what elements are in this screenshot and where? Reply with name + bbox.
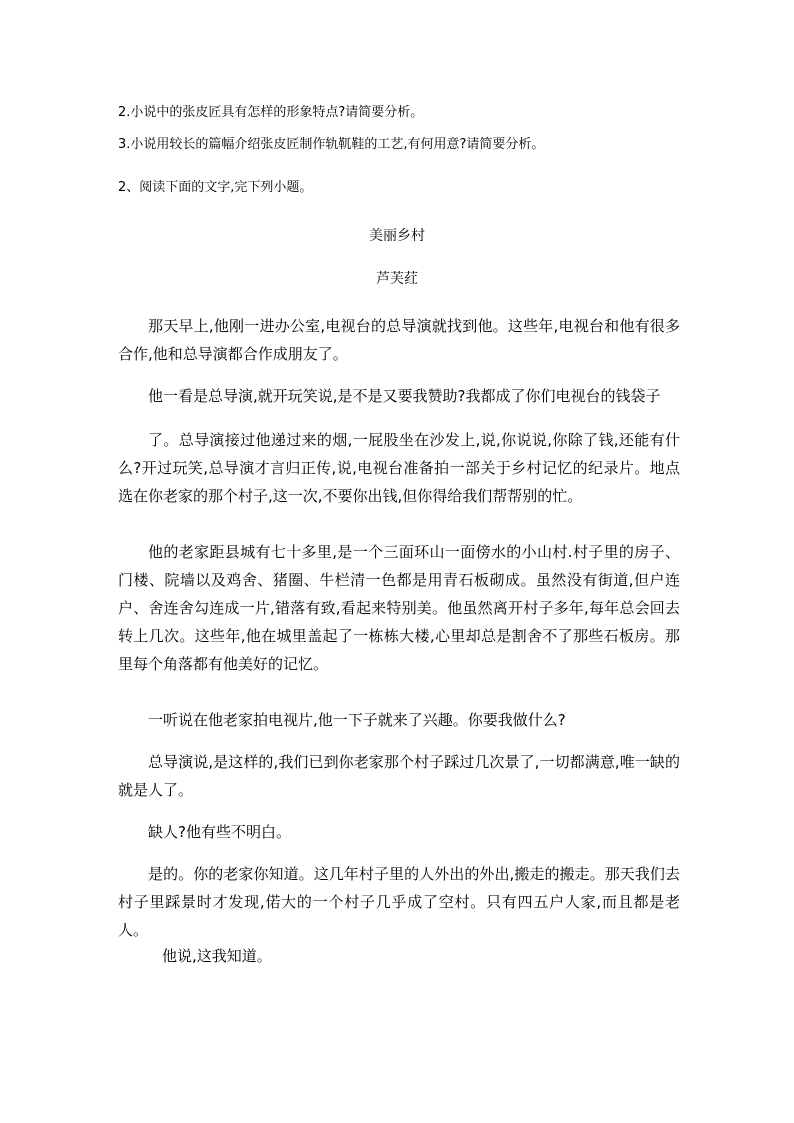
section-heading: 2、阅读下面的文字,完下列小题。 xyxy=(118,180,313,195)
question-3: 3.小说用较长的篇幅介绍张皮匠制作轨靰鞋的工艺,有何用意?请简要分析。 xyxy=(118,137,545,152)
paragraph-7: 缺人?他有些不明白。 xyxy=(148,823,291,841)
paragraph-8: 是的。你的老家你知道。这几年村子里的人外出的外出,搬走的搬走。那天我们去村子里踩景时才发现,偌大的一个村子几乎成了空村。只有四五户人家,而且都是老人。 xyxy=(118,865,680,939)
paragraph-4: 他的老家距县城有七十多里,是一个三面环山一面傍水的小山村.村子里的房子、门楼、院墙以及鸡舍、猪圈、牛栏清一色都是用青石板砌成。虽然没有街道,但户连户、舍连舍勾连成一片,错落有致,看起来特别美。他虽然离开村子多年,每年总会回去转上几次。这些年,他在城里盖起了一栋栋大楼,心里却总是割舍不了那些石板房。那里每个角落都有他美好的记忆。 xyxy=(118,543,680,673)
paragraph-1: 那天早上,他刚一进办公室,电视台的总导演就找到他。这些年,电视台和他有很多合作,他和总导演都合作成朋友了。 xyxy=(118,317,680,363)
paragraph-5: 一听说在他老家拍电视片,他一下子就来了兴趣。你要我做什么? xyxy=(148,711,566,729)
paragraph-6: 总导演说,是这样的,我们已到你老家那个村子踩过几次景了,一切都满意,唯一缺的就是人了。 xyxy=(118,753,680,799)
paragraph-2: 他一看是总导演,就开玩笑说,是不是又要我赞助?我都成了你们电视台的钱袋子 xyxy=(148,387,661,405)
story-author: 芦芙荭 xyxy=(376,271,418,287)
paragraph-9: 他说,这我知道。 xyxy=(162,947,272,965)
paragraph-3: 了。总导演接过他递过来的烟,一屁股坐在沙发上,说,你说说,你除了钱,还能有什么?开过玩笑,总导演才言归正传,说,电视台准备拍一部关于乡村记忆的纪录片。地点选在你老家的那个村子,这一次,不要你出钱,但你得给我们帮帮别的忙。 xyxy=(118,431,680,505)
story-title: 美丽乡村 xyxy=(369,228,425,244)
question-2: 2.小说中的张皮匠具有怎样的形象特点?请简要分析。 xyxy=(118,105,424,120)
